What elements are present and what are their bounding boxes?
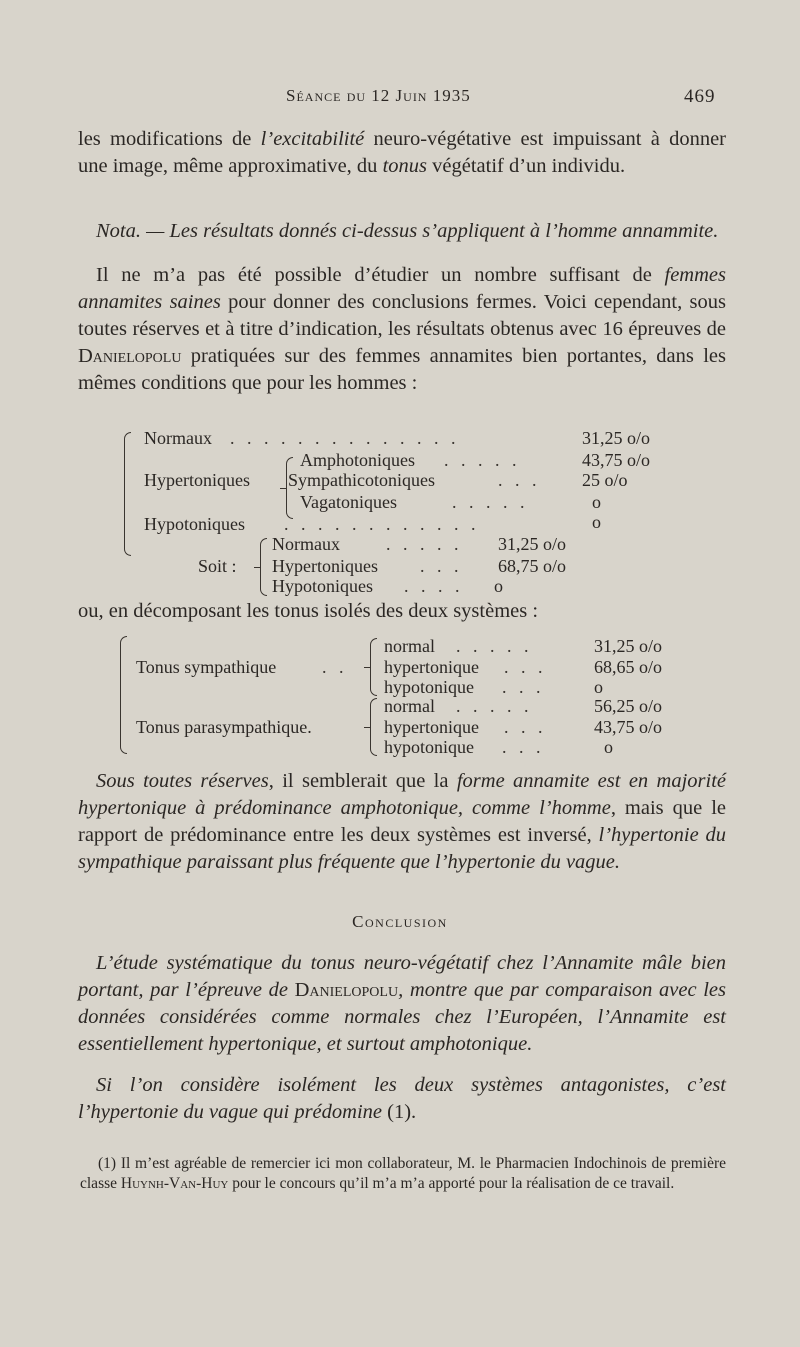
group-row-label: hypotonique — [384, 737, 474, 757]
italic-text: forme annamite est en majorité hypertonique à prédominance amphotonique, comme l’homme — [78, 770, 726, 819]
leader-dots: . . . . . . . . . . . . . . — [230, 428, 460, 448]
soit-label: Soit : — [198, 556, 237, 576]
nota-paragraph: Nota. — Les résultats donnés ci-dessus s’appliquent à l’homme annammite. — [96, 220, 719, 242]
running-header — [0, 86, 800, 112]
leader-dots: . . . . . — [452, 492, 529, 512]
sub-value: 43,75 o/o — [582, 450, 651, 470]
italic-text: tonus — [382, 155, 427, 177]
row-label-normaux: Normaux — [144, 428, 212, 448]
text: les modifications de — [78, 128, 261, 150]
sub-value: 25 o/o — [582, 470, 628, 490]
leader-dots: . . . — [504, 717, 547, 737]
sub-value: o — [592, 492, 601, 512]
soit-row-label: Normaux — [272, 534, 340, 554]
running-title: Séance du 12 Juin 1935 — [286, 86, 471, 105]
paragraph-sous-toutes-reserves — [78, 768, 726, 876]
group-row-label: hypertonique — [384, 717, 479, 737]
sub-label: Vagatoniques — [300, 492, 397, 512]
group-brace — [370, 698, 377, 756]
footnote-ref: (1). — [382, 1101, 417, 1123]
text: pratiquées sur des femmes annamites bien portantes, dans les mêmes conditions que pour les hommes : — [78, 345, 726, 394]
group-brace — [370, 638, 377, 696]
sub-label: Amphotoniques — [300, 450, 415, 470]
leader-dots: . . . . . — [456, 636, 533, 656]
text: Il ne m’a pas été possible d’étudier un nombre suffisant de — [96, 264, 665, 286]
soit-row-value: 31,25 o/o — [498, 534, 567, 554]
author-name: Danielopolu — [294, 979, 399, 1001]
italic-text: femmes annamites saines — [78, 264, 726, 313]
leader-dots: . . . . . — [444, 450, 521, 470]
text: végétatif d’un individu. — [427, 155, 626, 177]
paragraph-excitabilite — [78, 126, 726, 180]
italic-text: l’hypertonie du sympathique paraissant plus fréquente que l’hypertonie du vague. — [78, 824, 726, 873]
text: , mais que le rapport de prédominance entre les deux systèmes est inversé, — [78, 797, 726, 846]
leader-dots: . . . . . . . . . . . . — [284, 514, 480, 534]
soit-row-label: Hypertoniques — [272, 556, 378, 576]
leader-dots: . . . — [504, 657, 547, 677]
group-row-label: normal — [384, 696, 435, 716]
leader-dots: . . . . . — [456, 696, 533, 716]
group-row-label: hypertonique — [384, 657, 479, 677]
group-label-sympathique: Tonus sympathique — [136, 657, 277, 677]
text: pour donner des conclusions fermes. Voici cependant, sous toutes réserves et à titre d’indication, les résultats obtenus avec 16 épreuves de — [78, 291, 726, 340]
text: neuro-végétative est impuissant à donner une image, même approximative, du — [78, 128, 726, 177]
row-label-hypotoniques: Hypotoniques — [144, 514, 245, 534]
italic-text: l’excitabilité — [260, 128, 365, 150]
results-table-systems — [0, 632, 800, 758]
author-name: Huynh-Van-Huy — [120, 1175, 229, 1192]
soit-row-value: 68,75 o/o — [498, 556, 567, 576]
leader-dots: . . . . . — [386, 534, 463, 554]
leader-dots: . . . — [502, 677, 545, 697]
group-row-value: o — [604, 737, 613, 757]
group-row-value: 31,25 o/o — [594, 636, 663, 656]
leader-dots: . . . — [502, 737, 545, 757]
footnote — [80, 1154, 726, 1194]
group-row-label: hypotonique — [384, 677, 474, 697]
leader-dots: . . . . — [404, 576, 464, 596]
leader-dots: . . — [322, 657, 348, 677]
left-brace — [124, 432, 131, 556]
italic-text: Sous toutes réserves — [96, 770, 269, 792]
conclusion-paragraph-2 — [78, 1072, 726, 1126]
italic-text: , montre que par comparaison avec les données considérées comme normales chez l’Européen, l’Annamite est essentiellement hypertonique, et surtout amphotonique. — [78, 979, 726, 1055]
conclusion-paragraph-1 — [78, 950, 726, 1058]
author-name: Danielopolu — [78, 345, 182, 367]
page-number: 469 — [684, 86, 716, 107]
soit-row-value: o — [494, 576, 503, 596]
value-normaux: 31,25 o/o — [582, 428, 651, 448]
left-brace — [120, 636, 127, 754]
text: pour le concours qu’il m’a m’a apporté pour la réalisation de ce travail. — [228, 1175, 675, 1192]
group-label-parasympathique: Tonus parasympathique. — [136, 717, 312, 737]
leader-dots: . . . — [420, 556, 463, 576]
sub-label: Sympathicotoniques — [288, 470, 435, 490]
italic-text: Si l’on considère isolément les deux systèmes antagonistes, c’est l’hypertonie du vague qui prédomine — [78, 1074, 726, 1123]
italic-text: L’étude systématique du tonus neuro-végétatif chez l’Annamite mâle bien portant, par l’épreuve de — [78, 952, 726, 1001]
group-row-value: 56,25 o/o — [594, 696, 663, 716]
text: (1) Il m’est agréable de remercier ici mon collaborateur, M. le Pharmacien Indochinois de première classe — [80, 1155, 726, 1192]
group-row-value: o — [594, 677, 603, 697]
paragraph-decomposant: ou, en décomposant les tonus isolés des deux systèmes : — [78, 600, 539, 622]
soit-brace — [260, 538, 267, 596]
value-hypotoniques: o — [592, 512, 601, 532]
results-table-women — [0, 426, 800, 596]
row-label-hypertoniques: Hypertoniques — [144, 470, 250, 490]
text: , il semblerait que la — [268, 770, 457, 792]
soit-row-label: Hypotoniques — [272, 576, 373, 596]
group-row-label: normal — [384, 636, 435, 656]
paragraph-femmes — [78, 262, 726, 397]
group-row-value: 68,65 o/o — [594, 657, 663, 677]
leader-dots: . . . — [498, 470, 541, 490]
conclusion-heading: Conclusion — [352, 912, 448, 931]
group-row-value: 43,75 o/o — [594, 717, 663, 737]
